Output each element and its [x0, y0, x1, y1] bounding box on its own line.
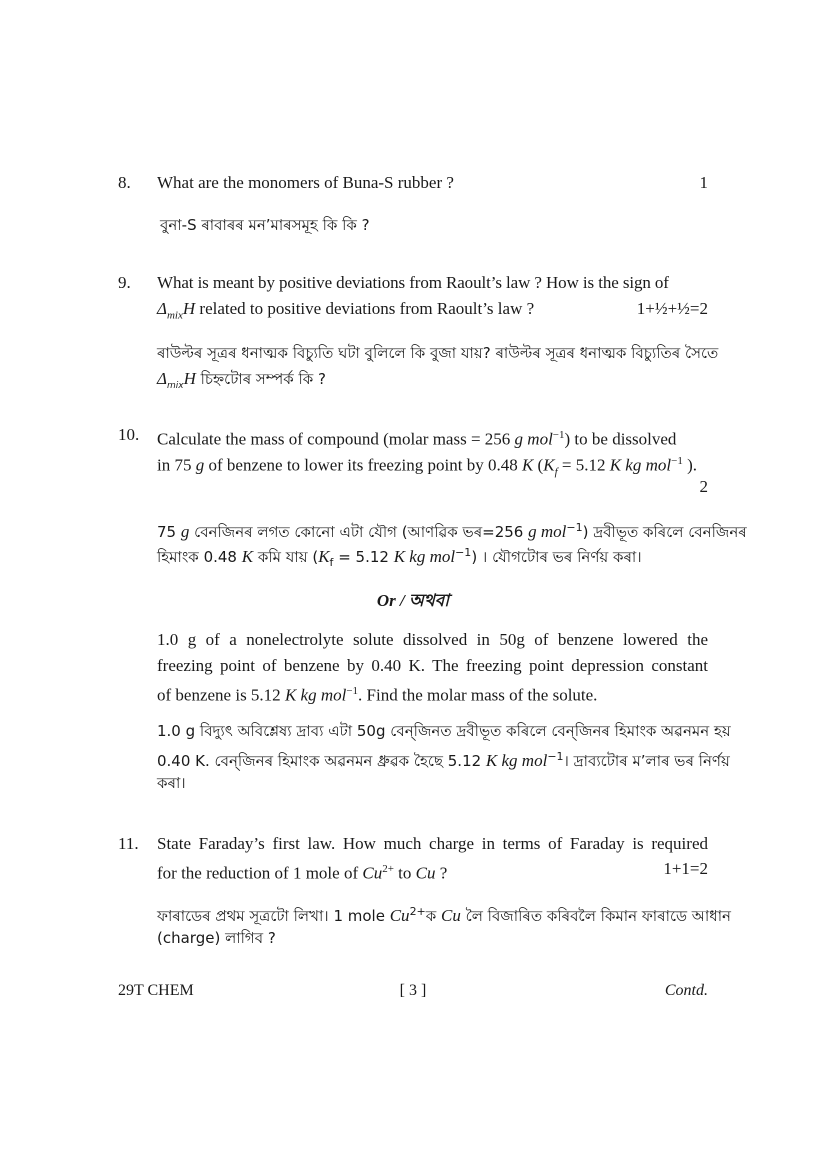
text: = 5.12	[333, 548, 394, 566]
question-11-assamese-2: (charge) লাগিব ?	[157, 929, 276, 947]
exp: −1	[566, 521, 583, 534]
exp: −1	[346, 685, 359, 697]
unit: K	[521, 455, 534, 475]
question-number: 10.	[118, 425, 140, 444]
question-10-assamese-1	[157, 518, 747, 542]
question-10-alt-line-2: freezing point of benzene by 0.40 K. The freezing point depression constant	[157, 656, 708, 675]
charge: 2+	[409, 905, 426, 918]
unit: K	[241, 547, 254, 566]
unit: K kg mol	[393, 547, 456, 566]
exp: −1	[455, 546, 472, 559]
delta: Δ	[157, 299, 167, 318]
question-10-alt-assamese-1: 1.0 g বিদ্যুৎ অবিশ্লেষ্য দ্ৰাব্য এটা 50g বেন্‌জিনত দ্ৰবীভূত কৰিলে বেন্‌জিনৰ হিমাংক অৱনমন হয়	[157, 722, 731, 740]
question-10-alt-line-3	[157, 681, 597, 706]
text: = 5.12	[557, 455, 610, 475]
question-11-line-1: State Faraday’s first law. How much charge in terms of Faraday is required	[157, 834, 708, 853]
exp: −1	[552, 429, 565, 441]
question-11-line-2	[157, 859, 447, 884]
text: লৈ বিজাৰিত কৰিবলৈ কিমান ফাৰাডে আধান	[460, 907, 731, 925]
text: বেনজিনৰ লগত কোনো এটা যৌগ (আণৱিক ভৰ=256	[189, 523, 529, 541]
question-9-line-1: What is meant by positive deviations from Raoult’s law ? How is the sign of	[157, 273, 669, 292]
question-10-assamese-2	[157, 543, 642, 573]
question-11-assamese-1	[157, 902, 731, 926]
text: to	[393, 863, 416, 883]
text: for the reduction of 1 mole of	[157, 863, 363, 883]
text: Calculate the mass of compound (molar mass = 256	[157, 429, 515, 449]
question-10-alt-assamese-3: কৰা।	[157, 774, 186, 792]
question-number: 8.	[118, 173, 131, 192]
question-8-assamese: বুনা-S ৰাবাৰৰ মন’মাৰসমূহ কি কি ?	[160, 216, 370, 234]
ion: Cu	[362, 863, 383, 883]
text: হিমাংক 0.48	[157, 548, 242, 566]
mix: mix	[166, 309, 183, 322]
text: ).	[682, 455, 697, 475]
question-10-alt-line-1: 1.0 g of a nonelectrolyte solute dissolved in 50g of benzene lowered the	[157, 630, 708, 649]
text: ?	[435, 863, 448, 883]
question-10-alt-assamese-2	[157, 747, 730, 771]
text: in 75	[157, 455, 196, 475]
text: ) to be dissolved	[564, 429, 677, 449]
question-number: 9.	[118, 273, 131, 292]
text: ) । যৌগটোৰ ভৰ নিৰ্ণয় কৰা।	[471, 548, 642, 566]
question-9-line-2	[157, 299, 534, 325]
unit: g mol	[528, 522, 567, 541]
enthalpy: H	[183, 369, 196, 388]
text: (	[533, 455, 544, 475]
unit: g mol	[514, 429, 553, 449]
kf: K	[543, 455, 555, 475]
text: চিহ্নটোৰ সম্পৰ্ক কি ?	[195, 370, 327, 388]
sub: f	[329, 556, 334, 569]
unit: K kg mol	[284, 685, 347, 705]
unit: K kg mol	[609, 455, 672, 475]
question-10-marks: 2	[699, 477, 708, 496]
or-separator: Or / অথবা	[376, 591, 450, 610]
metal: Cu	[441, 906, 461, 925]
question-10-line-2	[157, 451, 697, 482]
paper-code: 29T CHEM	[118, 982, 194, 999]
delta: Δ	[157, 369, 167, 388]
charge: 2+	[382, 863, 394, 875]
question-9-marks: 1+½+½=2	[636, 299, 708, 318]
text: of benzene is 5.12	[157, 685, 285, 705]
text: । দ্ৰাব্যটোৰ ম’লাৰ ভৰ নিৰ্ণয়	[563, 752, 730, 770]
enthalpy: H	[182, 299, 196, 318]
mix: mix	[166, 381, 184, 391]
text: 75	[157, 523, 181, 541]
question-number: 11.	[118, 834, 139, 853]
exp: −1	[547, 750, 564, 763]
unit: g	[180, 522, 190, 541]
question-9-assamese-2	[157, 369, 326, 396]
text: 0.40 K. বেন্‌জিনৰ হিমাংক অৱনমন ধ্ৰুৱক হৈছে 5.12	[157, 752, 486, 770]
question-10-line-1	[157, 425, 676, 450]
exp: −1	[671, 455, 683, 467]
continued-label: Contd.	[664, 982, 708, 999]
metal: Cu	[415, 863, 436, 883]
question-8-text: What are the monomers of Buna-S rubber ?	[157, 173, 454, 192]
page-number: [ 3 ]	[399, 982, 427, 999]
question-8-marks: 1	[699, 173, 708, 192]
question-11-marks: 1+1=2	[663, 859, 708, 878]
text: of benzene to lower its freezing point by 0.48	[204, 455, 522, 475]
text: . Find the molar mass of the solute.	[358, 685, 598, 705]
ion: Cu	[389, 906, 410, 925]
unit: g	[195, 455, 205, 475]
question-9-assamese-1: ৰাউল্টৰ সূত্ৰৰ ধনাত্মক বিচ্যুতি ঘটা বুলিলে কি বুজা যায়? ৰাউল্টৰ সূত্ৰৰ ধনাত্মক বিচ্যুতিৰ সৈতে	[157, 344, 719, 362]
text: ) দ্ৰবীভূত কৰিলে বেনজিনৰ	[582, 523, 747, 541]
text: related to positive deviations from Raoult’s law ?	[195, 299, 535, 318]
unit: K kg mol	[485, 751, 548, 770]
sub: f	[554, 466, 558, 479]
kf: K	[318, 547, 330, 566]
text: ক	[425, 907, 442, 925]
text: কমি যায় (	[253, 548, 319, 566]
text: ফাৰাডেৰ প্ৰথম সূত্ৰটো লিখা। 1 mole	[157, 907, 390, 925]
